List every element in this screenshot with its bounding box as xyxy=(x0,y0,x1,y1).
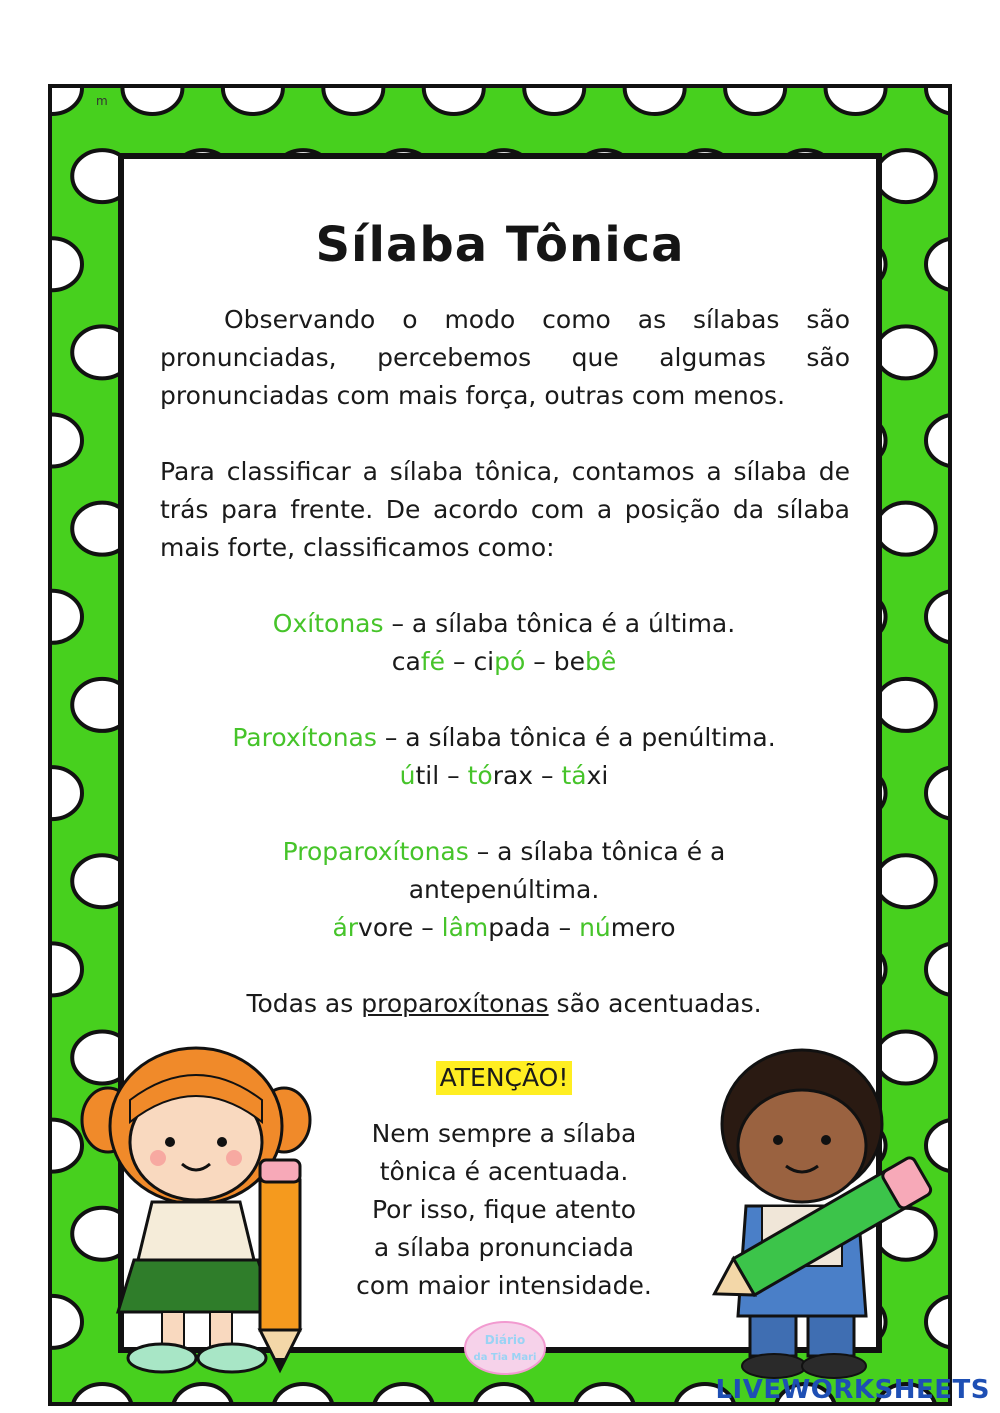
proparoxitonas-block xyxy=(234,833,774,947)
polka-dot xyxy=(876,326,936,378)
polka-dot xyxy=(926,238,952,290)
oxitonas-definition: – a sílaba tônica é a última. xyxy=(383,609,736,638)
polka-dot xyxy=(52,415,82,467)
polka-dot xyxy=(52,591,82,643)
oxitonas-term: Oxítonas xyxy=(272,609,384,638)
rule-text-before: Todas as xyxy=(246,989,362,1018)
polka-dot xyxy=(52,238,82,290)
syllable: xi xyxy=(586,761,609,790)
polka-dot xyxy=(122,88,182,114)
syllable: ci xyxy=(473,647,495,676)
stressed-syllable: nú xyxy=(579,913,611,942)
polka-dot xyxy=(826,88,886,114)
attention-note xyxy=(304,1115,704,1305)
oxitonas-examples xyxy=(164,643,844,681)
intro-paragraph: Observando o modo como as sílabas são pronunciadas, percebemos que algumas são pronunciadas com mais força, outras com menos. xyxy=(160,305,850,410)
polka-dot xyxy=(574,1384,634,1406)
stressed-syllable: tá xyxy=(561,761,587,790)
example-word xyxy=(468,761,534,790)
syllable: rax xyxy=(492,761,534,790)
stressed-syllable: ú xyxy=(399,761,416,790)
example-word xyxy=(400,761,440,790)
rule-sentence xyxy=(164,985,844,1023)
polka-dot xyxy=(876,855,936,907)
polka-dot xyxy=(223,88,283,114)
syllable: til xyxy=(415,761,440,790)
corner-mark: m xyxy=(96,94,108,108)
polka-dot xyxy=(926,591,952,643)
example-word xyxy=(579,913,675,942)
polka-dot xyxy=(876,150,936,202)
stressed-syllable: lâm xyxy=(441,913,489,942)
paroxitonas-definition: – a sílaba tônica é a penúltima. xyxy=(376,723,776,752)
syllable: ca xyxy=(391,647,421,676)
syllable: mero xyxy=(610,913,676,942)
stressed-syllable: bê xyxy=(584,647,617,676)
proparoxitonas-definition: – a sílaba tônica é a antepenúltima. xyxy=(408,837,726,904)
attention-line: Nem sempre a sílaba xyxy=(371,1119,637,1148)
paroxitonas-block xyxy=(164,719,844,795)
proparoxitonas-term: Proparoxítonas xyxy=(282,837,469,866)
polka-dot xyxy=(52,767,82,819)
oxitonas-block xyxy=(164,605,844,681)
polka-dot xyxy=(876,503,936,555)
polka-dot xyxy=(725,88,785,114)
example-word xyxy=(442,913,551,942)
polka-dot xyxy=(524,88,584,114)
separator-dash: – xyxy=(525,647,554,676)
polka-dot xyxy=(876,679,936,731)
attention-line: com maior intensidade. xyxy=(356,1271,652,1300)
example-word xyxy=(562,761,609,790)
separator-dash: – xyxy=(550,913,580,942)
classify-paragraph: Para classificar a sílaba tônica, contamos a sílaba de trás para frente. De acordo com a posição da sílaba mais forte, classificamos como: xyxy=(160,457,850,562)
example-word xyxy=(554,647,617,676)
rule-text-after: são acentuadas. xyxy=(548,989,762,1018)
polka-dot xyxy=(52,88,82,114)
stressed-syllable: pó xyxy=(494,647,526,676)
watermark-text: LIVEWORKSHEETS xyxy=(715,1375,990,1405)
stressed-syllable: ár xyxy=(332,913,359,942)
boy-with-pencil-illustration xyxy=(690,1036,950,1386)
attention-line: a sílaba pronunciada xyxy=(373,1233,635,1262)
separator-dash: – xyxy=(533,761,562,790)
polka-dot xyxy=(926,767,952,819)
paroxitonas-term: Paroxítonas xyxy=(232,723,377,752)
girl-with-pencil-illustration xyxy=(78,1030,338,1390)
polka-dot xyxy=(323,88,383,114)
stressed-syllable: tó xyxy=(467,761,493,790)
example-word xyxy=(473,647,525,676)
proparoxitonas-examples xyxy=(234,909,774,947)
syllable: vore xyxy=(358,913,414,942)
syllable: pada xyxy=(488,913,551,942)
separator-dash: – xyxy=(445,647,474,676)
badge-line-1: Diário xyxy=(484,1333,526,1347)
brand-badge-logo xyxy=(462,1318,548,1378)
stressed-syllable: fé xyxy=(420,647,446,676)
example-word xyxy=(392,647,445,676)
polka-dot xyxy=(52,943,82,995)
rule-underlined-term: proparoxítonas xyxy=(361,989,549,1018)
badge-line-2: da Tia Mari xyxy=(473,1352,537,1363)
polka-dot xyxy=(474,1384,534,1406)
page-title: Sílaba Tônica xyxy=(315,217,685,273)
polka-dot xyxy=(926,943,952,995)
separator-dash: – xyxy=(439,761,468,790)
separator-dash: – xyxy=(413,913,442,942)
polka-dot xyxy=(926,88,952,114)
attention-label: ATENÇÃO! xyxy=(436,1061,573,1095)
liveworksheets-watermark xyxy=(715,1375,990,1405)
syllable: be xyxy=(553,647,585,676)
polka-dot xyxy=(625,88,685,114)
polka-dot xyxy=(374,1384,434,1406)
paroxitonas-examples xyxy=(164,757,844,795)
attention-line: tônica é acentuada. xyxy=(379,1157,629,1186)
polka-dot xyxy=(926,415,952,467)
polka-dot xyxy=(424,88,484,114)
attention-line: Por isso, fique atento xyxy=(371,1195,637,1224)
example-word xyxy=(332,913,413,942)
